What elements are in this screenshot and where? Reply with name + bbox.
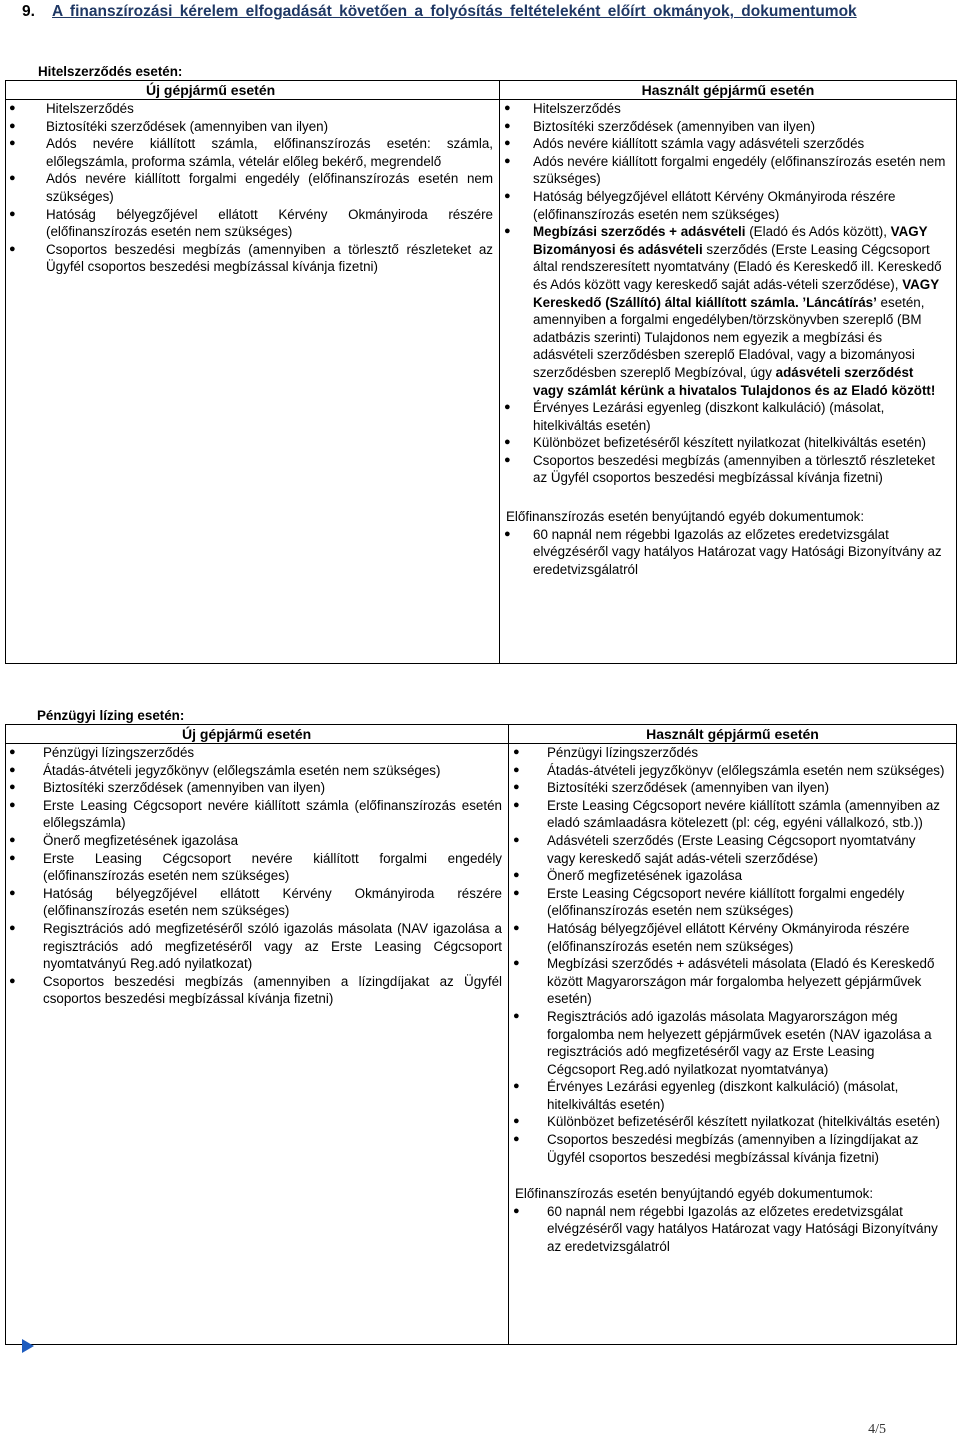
list-item — [509, 885, 956, 920]
bullet-icon: ● — [513, 1133, 520, 1146]
bullet-icon: ● — [9, 781, 16, 794]
list-item-text: Pénzügyi lízingszerződés — [547, 745, 699, 760]
list-item — [6, 744, 508, 762]
bullet-icon: ● — [513, 1204, 520, 1217]
bullet-icon: ● — [9, 119, 16, 132]
bullet-icon: ● — [9, 102, 16, 114]
bullet-icon: ● — [9, 886, 16, 899]
leasing-used-cell — [509, 744, 957, 1345]
list-item-text: Adós nevére kiállított forgalmi engedély (előfinanszírozás esetén nem szükséges) — [46, 171, 493, 204]
bullet-icon: ● — [9, 137, 16, 150]
list-item-text: 60 napnál nem régebbi Igazolás az előzetes eredetvizsgálat elvégzéséről vagy hatályos Határozat vagy Hatósági Bizonyítvány az eredetvizsgálatról — [533, 526, 942, 577]
list-item — [509, 1113, 956, 1131]
section-heading — [22, 2, 942, 22]
list-item-text: Átadás-átvételi jegyzőkönyv (előlegszámla esetén nem szükséges) — [547, 762, 945, 778]
list-item-text: Erste Leasing Cégcsoport nevére kiállított számla (amennyiben az eladó számlaadásra kötelezett (pl: cég, egyéni vállalkozó, stb.)) — [547, 797, 940, 831]
bullet-icon: ● — [513, 921, 520, 934]
list-item: ● Adós nevére kiállított forgalmi engedély (előfinanszírozás esetén nem szükséges) — [504, 153, 946, 187]
list-item-text: Érvényes Lezárási egyenleg (diszkont kalkuláció) (másolat, hitelkiváltás esetén) — [547, 1079, 899, 1112]
bullet-icon: ● — [9, 851, 16, 864]
leasing-extra — [509, 1185, 956, 1255]
bullet-icon: ● — [9, 207, 16, 220]
list-item — [6, 850, 508, 885]
bullet-icon: ● — [504, 436, 511, 449]
mandate-item: ● Megbízási szerződés + adásvételi (Eladó és Adós között), VAGY Bizományosi és adásvételi szerződés (Erste Leasing Cégcsoport által rendszeresített nyomtatvány (Eladó és Kereskedő ill. Kereskedő és Adós között vagy kereskedő saját adás-vételi szerződése), VAGY Kereskedő (Szállító) által kiállított számla. ’Láncátírás’ esetén, amennyiben a forgalmi engedélyben/törzskönyvben szereplő (BM adatbázis szerinti) Tulajdonos nem egyezik a megbízási és adásvételi szerződésben szereplő Eladóval, vagy a bizományosi szerződésben szereplő Megbízóval, úgy adásvételi szerződést vagy számlát kérünk a hivatalos Tulajdonos és az Eladó között! — [504, 224, 942, 398]
list-item — [509, 797, 956, 832]
list-item — [500, 526, 956, 579]
leasing-new-list — [6, 744, 508, 1008]
list-item — [509, 920, 956, 955]
leasing-extra-title: Előfinanszírozás esetén benyújtandó egyéb dokumentumok: — [515, 1186, 874, 1202]
list-item — [509, 779, 956, 797]
bullet-icon: ● — [513, 1115, 520, 1128]
leasing-section — [5, 708, 956, 1345]
bullet-icon: ● — [9, 172, 16, 185]
bullet-icon: ● — [513, 886, 520, 899]
list-item-text: Csoportos beszedési megbízás (amennyiben a törlesztő részleteket az Ügyfél csoportos beszedési megbízással kívánja fizetni) — [46, 241, 493, 275]
bullet-icon: ● — [513, 746, 520, 758]
list-item: ● Hatóság bélyegzőjével ellátott Kérvény Okmányiroda részére (előfinanszírozás esetén nem szükséges) — [504, 188, 896, 222]
arrow-right-icon — [22, 1339, 34, 1353]
list-item — [509, 762, 956, 780]
bullet-icon: ● — [513, 798, 520, 811]
bullet-icon: ● — [504, 527, 511, 540]
bullet-icon: ● — [9, 798, 16, 811]
bullet-icon: ● — [9, 746, 16, 758]
bullet-icon: ● — [513, 781, 520, 794]
list-item — [6, 920, 508, 973]
leasing-table — [5, 724, 957, 1345]
list-item — [6, 973, 508, 1008]
credit-table — [5, 80, 957, 664]
bullet-icon: ● — [504, 401, 511, 414]
list-item-text: Erste Leasing Cégcsoport nevére kiállított számla (előfinanszírozás esetén előlegszámla) — [43, 797, 502, 831]
bullet-icon: ● — [9, 974, 16, 987]
leasing-new-header: Új gépjármű esetén — [6, 725, 509, 744]
bullet-icon: ● — [9, 921, 16, 934]
list-item-text: Pénzügyi lízingszerződés — [43, 745, 195, 760]
list-item-text: Regisztrációs adó igazolás másolata Magyarországon még forgalomba nem helyezett gépjárművek esetén (NAV igazolása a regisztrációs adó megfizetéséről vagy az Erste Leasing Cégcsoport Reg.adó nyilatkozat nyomtatványa) — [547, 1008, 932, 1077]
bullet-icon: ● — [504, 102, 511, 114]
list-item-text: Biztosítéki szerződések (amennyiben van ilyen) — [547, 780, 830, 796]
list-item-text: Különbözet befizetéséről készített nyilatkozat (hitelkiváltás esetén) — [547, 1114, 940, 1130]
bullet-icon: ● — [9, 833, 16, 846]
section-title: A finanszírozási kérelem elfogadását követően a folyósítás feltételeként előírt okmányok, dokumentumok — [52, 3, 857, 20]
bullet-icon: ● — [504, 119, 511, 132]
credit-used-header: Használt gépjármű esetén — [500, 81, 957, 100]
credit-extra-title: Előfinanszírozás esetén benyújtandó egyéb dokumentumok: — [506, 509, 865, 525]
list-item: ● Hitelszerződés — [504, 101, 621, 116]
list-item — [6, 170, 499, 205]
leasing-new-cell — [6, 744, 509, 1345]
bullet-icon: ● — [513, 1080, 520, 1093]
bullet-icon: ● — [504, 154, 511, 167]
list-item — [6, 779, 508, 797]
list-item — [509, 1078, 956, 1113]
credit-extra-list — [500, 526, 956, 579]
credit-extra — [500, 508, 956, 578]
list-item-text: Önerő megfizetésének igazolása — [547, 868, 743, 884]
list-item — [509, 867, 956, 885]
list-item: ● Csoportos beszedési megbízás (amennyiben a törlesztő részleteket az Ügyfél csoportos beszedési megbízással kívánja fizetni) — [504, 452, 935, 486]
list-item-text: Erste Leasing Cégcsoport nevére kiállított forgalmi engedély (előfinanszírozás esetén nem szükséges) — [547, 885, 905, 919]
list-item-text: Hatóság bélyegzőjével ellátott Kérvény Okmányiroda részére (előfinanszírozás esetén nem szükséges) — [46, 206, 493, 240]
list-item — [6, 206, 499, 241]
list-item-text: Átadás-átvételi jegyzőkönyv (előlegszámla esetén nem szükséges) — [43, 762, 441, 778]
list-item — [6, 832, 508, 850]
list-item — [509, 1008, 956, 1078]
list-item-text: Megbízási szerződés + adásvételi másolata (Eladó és Kereskedő között Magyarországon már forgalomba helyezett gépjárművek esetén) — [547, 956, 935, 1007]
list-item — [509, 1131, 956, 1166]
list-item-text: Adós nevére kiállított számla, előfinanszírozás esetén: számla, előlegszámla, proforma számla, vételár előleg bekérő, megrendelő — [46, 136, 493, 169]
leasing-used-header: Használt gépjármű esetén — [509, 725, 957, 744]
credit-section — [5, 64, 956, 664]
list-item-text: Hitelszerződés — [46, 101, 134, 116]
credit-new-list — [6, 100, 499, 276]
list-item — [6, 241, 499, 276]
list-item: ● Érvényes Lezárási egyenleg (diszkont kalkuláció) (másolat, hitelkiváltás esetén) — [504, 400, 885, 433]
credit-used-cell — [500, 100, 957, 664]
list-item — [6, 885, 508, 920]
credit-section-title: Hitelszerződés esetén: — [38, 64, 183, 79]
list-item — [6, 797, 508, 832]
credit-new-header: Új gépjármű esetén — [6, 81, 500, 100]
list-item-text: Biztosítéki szerződések (amennyiben van ilyen) — [46, 118, 329, 134]
bullet-icon: ● — [513, 1009, 520, 1022]
bullet-icon: ● — [504, 137, 511, 150]
list-item-text: Csoportos beszedési megbízás (amennyiben a lízingdíjakat az Ügyfél csoportos beszedési megbízással kívánja fizetni) — [43, 973, 502, 1007]
list-item — [6, 135, 499, 170]
list-item — [509, 955, 956, 1008]
list-item — [509, 744, 956, 762]
leasing-used-list — [509, 744, 956, 1166]
leasing-extra-list — [509, 1203, 956, 1256]
bullet-icon: ● — [513, 957, 520, 970]
bullet-icon: ● — [504, 189, 511, 202]
list-item-text: Biztosítéki szerződések (amennyiben van ilyen) — [43, 780, 326, 796]
list-item: ● Biztosítéki szerződések (amennyiben van ilyen) — [504, 118, 816, 134]
bullet-icon: ● — [513, 833, 520, 846]
list-item — [509, 1203, 956, 1256]
leasing-section-title: Pénzügyi lízing esetén: — [37, 708, 185, 723]
list-item-text: Csoportos beszedési megbízás (amennyiben a lízingdíjakat az Ügyfél csoportos beszedési megbízással kívánja fizetni) — [547, 1132, 919, 1165]
list-item-text: Erste Leasing Cégcsoport nevére kiállított forgalmi engedély (előfinanszírozás esetén nem szükséges) — [43, 850, 502, 884]
credit-new-cell — [6, 100, 500, 664]
credit-used-list — [500, 100, 956, 487]
bullet-icon: ● — [9, 242, 16, 255]
list-item: ● Különbözet befizetéséről készített nyilatkozat (hitelkiváltás esetén) — [504, 435, 926, 451]
bullet-icon: ● — [504, 453, 511, 466]
list-item — [6, 100, 499, 118]
list-item-text: Adásvételi szerződés (Erste Leasing Cégcsoport nyomtatvány vagy kereskedő saját adás-vételi szerződése) — [547, 832, 916, 866]
list-item-text: 60 napnál nem régebbi Igazolás az előzetes eredetvizsgálat elvégzéséről vagy hatályos Határozat vagy Hatósági Bizonyítvány az eredetvizsgálatról — [547, 1203, 938, 1255]
bullet-icon: ● — [513, 869, 520, 882]
list-item: ● Adós nevére kiállított számla vagy adásvételi szerződés — [504, 136, 865, 152]
list-item-text: Regisztrációs adó megfizetéséről szóló igazolás másolata (NAV igazolása a regisztrációs adó megfizetéséről vagy az Erste Leasing Cégcsoport nyomtatványú Reg.adó nyilatkozat) — [43, 920, 502, 972]
list-item — [509, 832, 956, 867]
list-item — [6, 762, 508, 780]
list-item — [6, 118, 499, 136]
bullet-icon: ● — [9, 763, 16, 776]
bullet-icon: ● — [504, 225, 511, 238]
section-number: 9. — [22, 3, 35, 20]
page-number: 4/5 — [868, 1422, 886, 1437]
list-item-text: Önerő megfizetésének igazolása — [43, 832, 239, 848]
list-item-text: Hatóság bélyegzőjével ellátott Kérvény Okmányiroda részére (előfinanszírozás esetén nem szükséges) — [547, 920, 910, 954]
list-item-text: Hatóság bélyegzőjével ellátott Kérvény Okmányiroda részére (előfinanszírozás esetén nem szükséges) — [43, 885, 502, 919]
bullet-icon: ● — [513, 763, 520, 776]
